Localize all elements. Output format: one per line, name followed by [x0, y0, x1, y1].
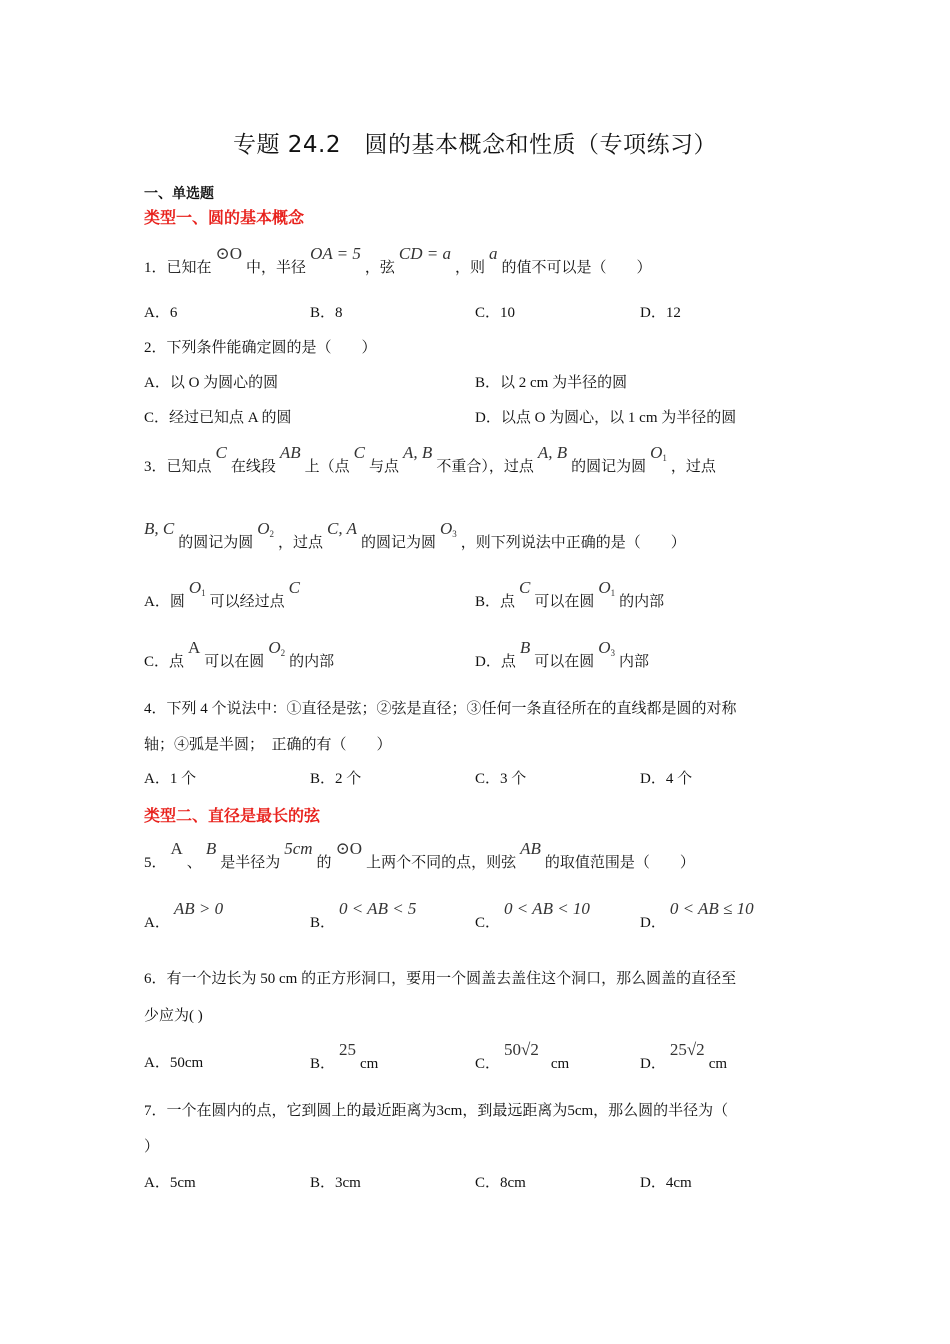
q1-text: 的值不可以是（ ） [501, 260, 652, 276]
q6-option-c: C．50√2cm [475, 1040, 570, 1072]
math: 0 < AB < 10 [504, 899, 590, 918]
q2-option-d: D．以点 O 为圆心，以 1 cm 为半径的圆 [475, 410, 737, 426]
q3-text: 的圆记为圆 [360, 535, 436, 551]
math: CD = a [398, 244, 451, 263]
math: 5cm [284, 839, 313, 858]
q7-option-a: A．5cm [144, 1175, 196, 1191]
q3-text: 在线段 [230, 459, 276, 475]
math: C [288, 578, 300, 597]
math: AB > 0 [173, 899, 224, 918]
math: A, B [403, 443, 433, 462]
q3-text: ，过点 [670, 459, 716, 475]
q4-option-b: B．2 个 [310, 771, 362, 787]
math: ⊙O [335, 839, 363, 858]
math: $O_1$ [598, 578, 616, 598]
q3-option-d: D．点B可以在圆$O_3$内部 [475, 638, 650, 670]
q6-option-a: A．50cm [144, 1055, 204, 1071]
q7-option-b: B．3cm [310, 1175, 361, 1191]
math: AB [279, 443, 301, 462]
q3-option-c: C．点A可以在圆$O_2$的内部 [144, 638, 335, 670]
q3-text: 3．已知点 [144, 459, 212, 475]
question-1 [144, 244, 652, 277]
q3-option-b: B．点C可以在圆$O_1$的内部 [475, 578, 665, 610]
type-heading-1: 类型一、圆的基本概念 [144, 208, 305, 227]
math: 0 < AB ≤ 10 [669, 899, 754, 918]
q1-option-c: C．10 [475, 305, 516, 321]
q1-option-b: B．8 [310, 305, 343, 321]
question-6-line-2: 少应为( ) [144, 1008, 203, 1024]
q6-option-b: B．25cm [310, 1040, 379, 1072]
q3-text: ，过点 [278, 535, 324, 551]
q7-option-c: C．8cm [475, 1175, 526, 1191]
math: $O_3$ [439, 519, 457, 539]
math: OA = 5 [310, 244, 361, 263]
question-2: 2．下列条件能确定圆的是（ ） [144, 340, 377, 356]
q2-option-a: A．以 O 为圆心的圆 [144, 375, 279, 391]
q7-option-d: D．4cm [640, 1175, 692, 1191]
q3-text: 的圆记为圆 [571, 459, 647, 475]
section-heading: 一、单选题 [144, 186, 214, 202]
math: ⊙O [215, 244, 243, 263]
page-title: 专题 24.2 圆的基本概念和性质（专项练习） [232, 132, 718, 158]
q1-option-a: A．6 [144, 305, 178, 321]
math: $O_2$ [257, 519, 275, 539]
q3-option-a: A．圆$O_1$可以经过点C [144, 578, 300, 610]
question-4-line-2: 轴；④弧是半圆； 正确的有（ ） [144, 737, 392, 753]
q1-text: 中，半径 [246, 260, 307, 276]
q2-option-b: B．以 2 cm 为半径的圆 [475, 375, 628, 391]
math: a [489, 244, 498, 263]
math: 0 < AB < 5 [339, 899, 417, 918]
q2-option-c: C．经过已知点 A 的圆 [144, 410, 292, 426]
math: B [519, 638, 531, 657]
math: C, A [327, 519, 357, 538]
math: $O_1$ [188, 578, 206, 598]
q3-text: 上（点 [304, 459, 350, 475]
math: C [353, 443, 366, 462]
q5-option-d: D．0 < AB ≤ 10 [640, 899, 754, 931]
math: 25 [339, 1040, 357, 1059]
math: A, B [537, 443, 568, 462]
q5-option-b: B．0 < AB < 5 [310, 899, 417, 931]
q1-text: 1．已知在 [144, 260, 212, 276]
math: 50√2 [504, 1040, 539, 1059]
math: B [205, 839, 217, 858]
q1-text: ，弦 [364, 260, 395, 276]
math: A [188, 638, 201, 657]
math: C [215, 443, 227, 462]
q1-text: ，则 [455, 260, 486, 276]
math: A [170, 839, 183, 858]
q5-option-c: C．0 < AB < 10 [475, 899, 590, 931]
question-6-line-1: 6．有一个边长为 50 cm 的正方形洞口，要用一个圆盖去盖住这个洞口，那么圆盖的直径至 [144, 971, 737, 987]
math: $O_1$ [650, 443, 667, 463]
q3-text: 不重合），过点 [436, 459, 534, 475]
question-7-line-2: ） [144, 1139, 160, 1155]
type-heading-2: 类型二、直径是最长的弦 [144, 806, 321, 825]
q4-option-d: D．4 个 [640, 771, 693, 787]
math: C [519, 578, 531, 597]
math: B, C [144, 519, 175, 538]
math: $O_3$ [598, 638, 616, 658]
question-3-line-2 [144, 519, 686, 556]
math: 25√2 [669, 1040, 705, 1059]
question-3-line-1 [144, 443, 716, 480]
q6-option-d: D．25√2cm [640, 1040, 728, 1072]
q3-text: ，则下列说法中正确的是（ ） [460, 535, 686, 551]
q3-text: 的圆记为圆 [178, 535, 254, 551]
q1-option-d: D．12 [640, 305, 681, 321]
q4-option-c: C．3 个 [475, 771, 527, 787]
math: AB [520, 839, 541, 858]
question-4-line-1: 4．下列 4 个说法中：①直径是弦；②弦是直径；③任何一条直径所在的直线都是圆的对称 [144, 701, 737, 717]
question-7-line-1: 7．一个在圆内的点，它到圆上的最近距离为3cm，到最远距离为5cm，那么圆的半径为（ [144, 1103, 729, 1119]
q5-option-a: A．AB > 0 [144, 899, 224, 931]
math: $O_2$ [268, 638, 286, 658]
q4-option-a: A．1 个 [144, 771, 197, 787]
q3-text: 与点 [369, 459, 400, 475]
question-5: 5．A、B是半径为5cm的⊙O上两个不同的点，则弦AB的取值范围是（ ） [144, 839, 695, 871]
